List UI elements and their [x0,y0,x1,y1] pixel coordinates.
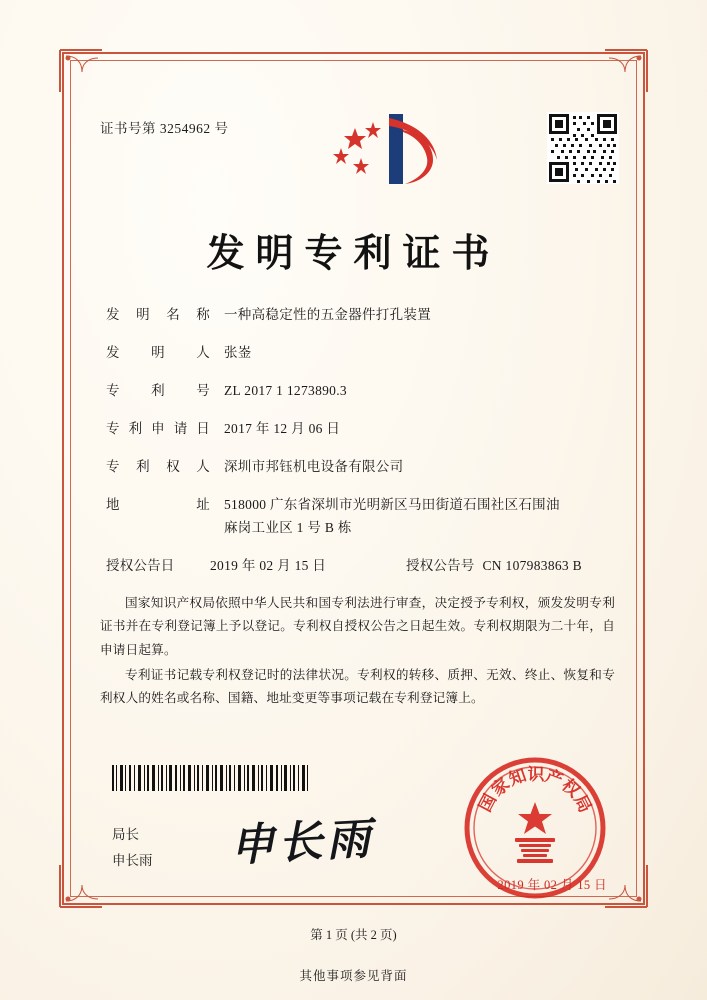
svg-text:局: 局 [570,791,595,816]
field-value-wrapper [224,495,612,537]
field-row-grant [106,556,612,576]
svg-text:权: 权 [558,775,584,801]
svg-text:国: 国 [475,790,501,815]
field-row-application-date [106,419,612,439]
field-label: 专利权人 [106,459,210,475]
field-label: 专利申请日 [106,421,210,437]
field-value-line2: 麻岗工业区 1 号 B 栋 [224,519,352,535]
field-value: 一种高稳定性的五金器件打孔装置 [224,307,431,322]
director-title-label: 局长 [112,827,139,842]
field-label: 授权公告号 [406,557,475,573]
field-list [106,305,612,594]
grant-number-segment [406,556,612,576]
certificate-number: 证书号第 3254962 号 [100,121,229,136]
field-value: ZL 2017 1 1273890.3 [224,383,347,399]
svg-text:产: 产 [542,766,566,790]
field-value: CN 107983863 B [482,557,582,573]
legal-body-text [100,592,615,712]
field-row-invention-name [106,305,612,325]
barcode [112,765,308,791]
field-value: 2017 年 12 月 06 日 [224,421,341,437]
seal-date: 2019 年 02 月 15 日 [497,878,607,892]
body-paragraph-1: 国家知识产权局依照中华人民共和国专利法进行审查，决定授予专利权，颁发发明专利证书并在专利登记簿上予以登记。专利权自授权公告之日起生效。专利权期限为二十年，自申请日起算。 [100,596,615,657]
field-row-patent-number [106,381,612,401]
corner-ornament-icon [603,48,649,94]
handwritten-signature: 申长雨 [229,814,376,871]
page-title: 发明专利证书 [206,233,501,275]
field-row-patentee [106,457,612,477]
field-label: 专利号 [106,383,210,399]
svg-text:家: 家 [487,774,514,800]
corner-ornament-icon [58,48,104,94]
cnipa-logo-icon [325,110,445,188]
corner-ornament-icon [58,863,104,909]
field-value: 张崟 [224,345,252,361]
qr-code [547,112,619,184]
field-label: 发明名称 [106,307,210,322]
body-paragraph-2: 专利证书记载专利权登记时的法律状况。专利权的转移、质押、无效、终止、恢复和专利权人的姓名或名称、国籍、地址变更等事项记载在专利登记簿上。 [100,667,615,706]
field-label: 地址 [106,497,210,513]
director-name-label: 申长雨 [112,852,153,868]
field-row-inventor [106,343,612,363]
grant-date-segment [106,556,406,576]
signature-labels [112,822,153,873]
svg-text:知: 知 [506,765,529,790]
field-row-address [106,495,612,537]
field-label: 授权公告日 [106,557,175,573]
field-value: 2019 年 02 月 15 日 [210,557,327,573]
field-label: 发明人 [106,345,210,361]
field-value: 518000 广东省深圳市光明新区马田街道石围社区石围油 [224,497,560,513]
footer-note: 其他事项参见背面 [299,969,408,983]
field-value: 深圳市邦钰机电设备有限公司 [224,459,404,475]
page-number: 第 1 页 (共 2 页) [310,928,397,942]
svg-text:识: 识 [527,764,545,785]
